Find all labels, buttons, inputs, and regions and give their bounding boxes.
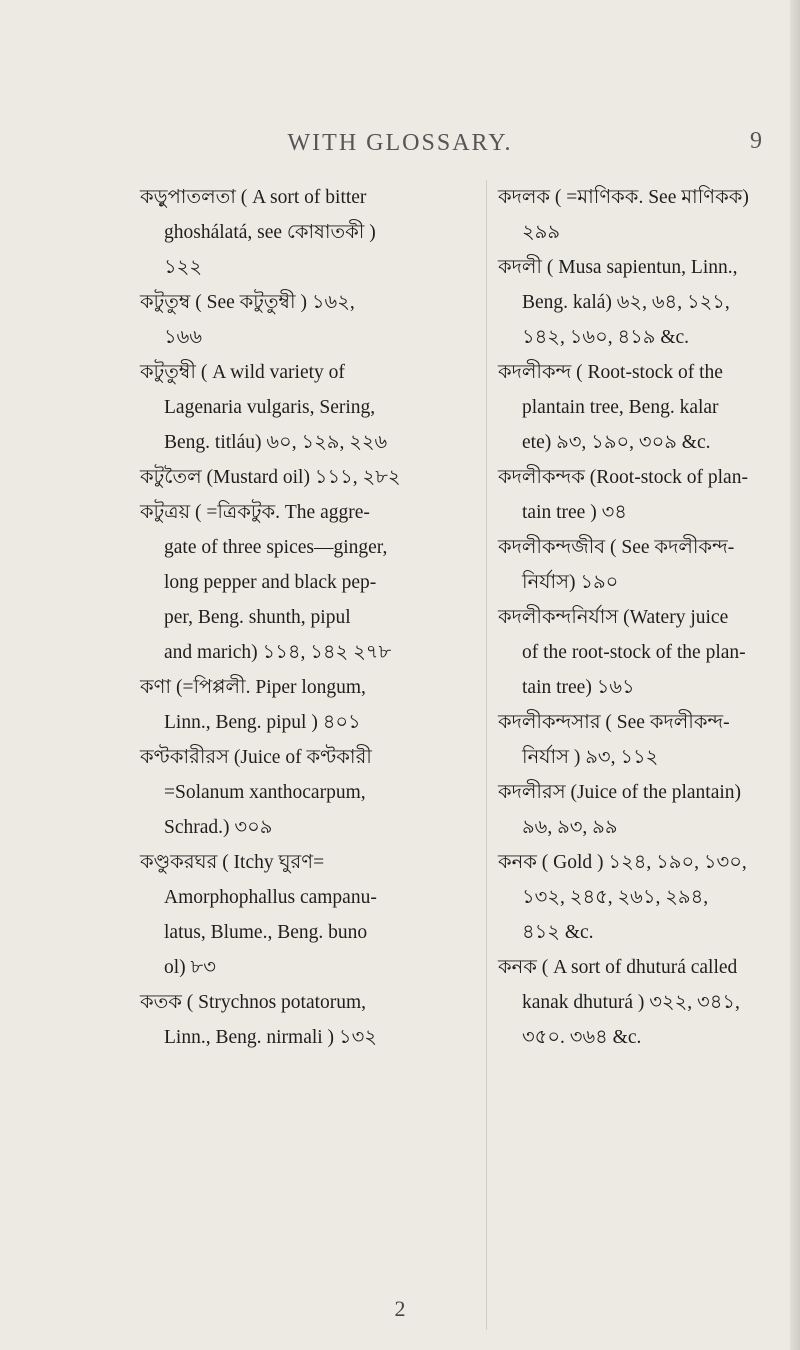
- glossary-entry: কণ্ডুকরঘর ( Itchy ঘুরণ= Amorphophallus campanu- latus, Blume., Beng. buno ol) ৮৩: [140, 852, 377, 978]
- glossary-entry: কদলীকন্দ ( Root-stock of the plantain tree, Beng. kalar ete) ৯৩, ১৯০, ৩০৯ &c.: [498, 362, 723, 453]
- right-column: [498, 180, 798, 1055]
- glossary-entry: কদলীকন্দসার ( See কদলীকন্দ- নির্যাস ) ৯৩, ১১২: [498, 712, 730, 768]
- glossary-entry: কদলীকন্দনির্যাস (Watery juice of the root-stock of the plan- tain tree) ১৬১: [498, 607, 746, 698]
- glossary-entry: কড়ুপাতলতা ( A sort of bitter ghoshálatá, see কোষাতকী ) ১২২: [140, 187, 376, 278]
- glossary-entry: কদলী ( Musa sapientun, Linn., Beng. kalá) ৬২, ৬৪, ১২১, ১৪২, ১৬০, ৪১৯ &c.: [498, 257, 738, 348]
- page-edge: [790, 0, 800, 1350]
- running-header: WITH GLOSSARY.: [287, 130, 513, 156]
- column-divider: [486, 180, 487, 1330]
- glossary-entry: কতক ( Strychnos potatorum, Linn., Beng. nirmali ) ১৩২: [140, 992, 377, 1048]
- glossary-entry: কদলীকন্দজীব ( See কদলীকন্দ- নির্যাস) ১৯০: [498, 537, 735, 593]
- page-number: 9: [750, 128, 762, 154]
- glossary-entry: কনক ( Gold ) ১২৪, ১৯০, ১৩০, ১৩২, ২৪৫, ২৬১, ২৯৪, ৪১২ &c.: [498, 852, 747, 943]
- glossary-entry: কটুতুম্বী ( A wild variety of Lagenaria vulgaris, Sering, Beng. titláu) ৬০, ১২৯, ২২৬: [140, 362, 388, 453]
- glossary-entry: কটুতুম্ব ( See কটুতুম্বী ) ১৬২, ১৬৬: [140, 292, 355, 348]
- glossary-entry: কদলীরস (Juice of the plantain) ৯৬, ৯৩, ৯৯: [498, 782, 742, 838]
- glossary-entry: কটুতৈল (Mustard oil) ১১১, ২৮২: [140, 467, 401, 488]
- glossary-entry: কটুত্রয় ( =ত্রিকটুক. The aggre- gate of three spices—ginger, long pepper and black pep- per, Beng. shunth, pipul and marich) ১১৪, ১৪২ ২৭৮: [140, 502, 392, 663]
- glossary-entry: কণা (=পিপ্পলী. Piper longum, Linn., Beng. pipul ) ৪০১: [140, 677, 366, 733]
- glossary-entry: কদলক ( =মাণিকক. See মাণিকক) ২৯৯: [498, 187, 749, 243]
- signature-mark: 2: [394, 1296, 406, 1321]
- left-column: [140, 180, 475, 1055]
- glossary-entry: কদলীকন্দক (Root-stock of plan- tain tree ) ৩৪: [498, 467, 748, 523]
- glossary-entry: কনক ( A sort of dhuturá called kanak dhuturá ) ৩২২, ৩৪১, ৩৫০. ৩৬৪ &c.: [498, 957, 740, 1048]
- glossary-entry: কণ্টকারীরস (Juice of কণ্টকারী =Solanum xanthocarpum, Schrad.) ৩০৯: [140, 747, 372, 838]
